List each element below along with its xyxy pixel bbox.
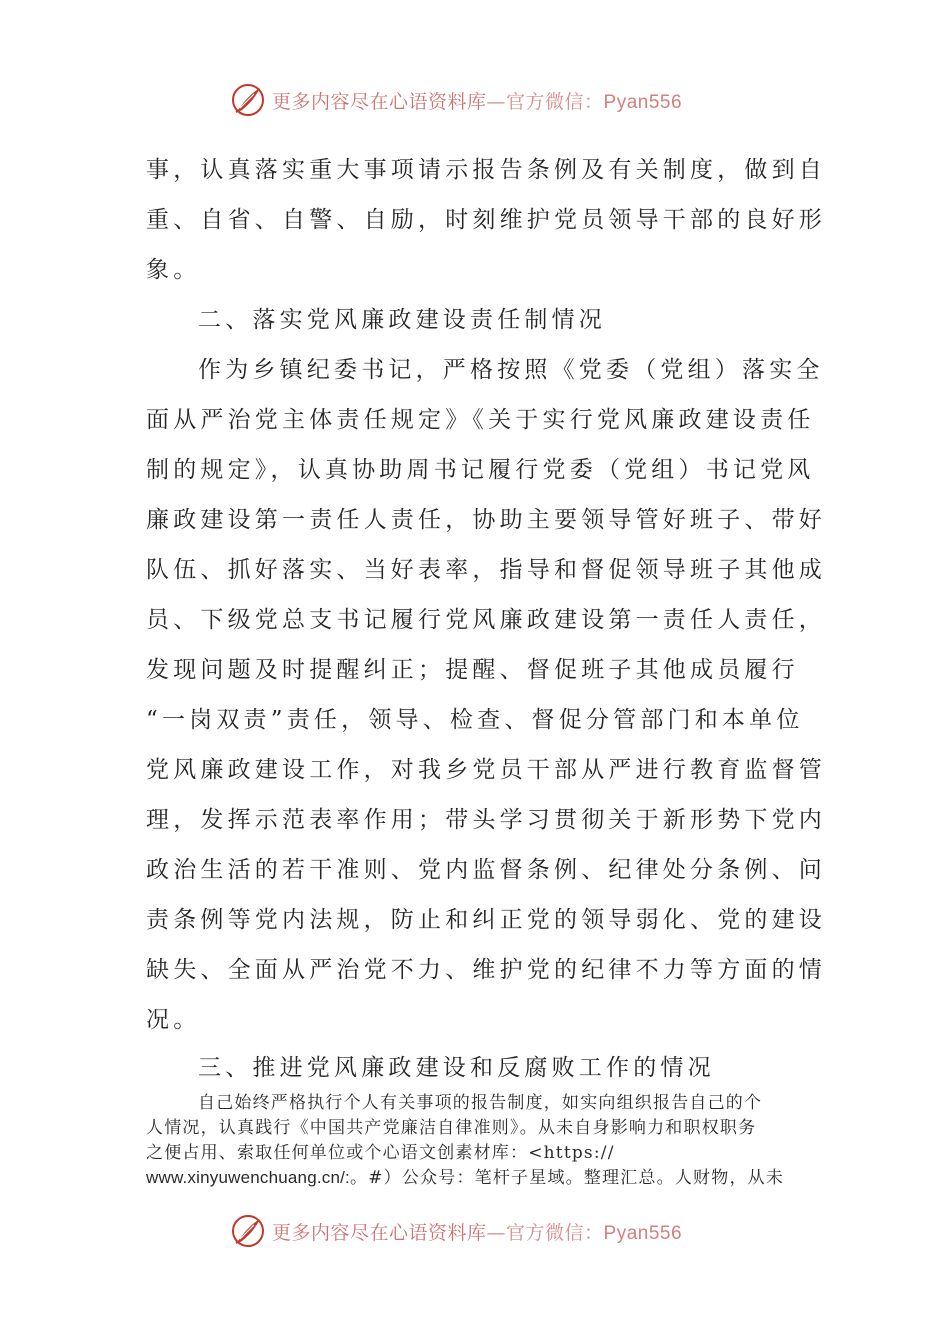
paragraph-2-line-1: 作为乡镇纪委书记，严格按照《党委（党组）落实全 <box>198 357 824 383</box>
footer-banner <box>230 1211 750 1251</box>
banner-wechat-label: 官方微信： <box>506 1221 604 1244</box>
paragraph-2-line-14: 况。 <box>146 1007 201 1033</box>
banner-separator: — <box>486 90 507 113</box>
paragraph-2-line-6: 员、下级党总支书记履行党风廉政建设第一责任人责任， <box>146 607 826 633</box>
paragraph-2-line-11: 政治生活的若干准则、党内监督条例、纪律处分条例、问 <box>146 857 826 883</box>
banner-wechat-id: Pyan556 <box>603 1222 683 1244</box>
paragraph-2-line-10: 理，发挥示范表率作用；带头学习贯彻关于新形势下党内 <box>146 807 826 833</box>
paragraph-2-line-13: 缺失、全面从严治党不力、维护党的纪律不力等方面的情 <box>146 957 826 983</box>
paragraph-3-line-4-rest: 。#）公众号：笔杆子星域。整理汇总。人财物，从未 <box>350 1168 785 1188</box>
paragraph-2-line-9: 党风廉政建设工作，对我乡党员干部从严进行教育监督管 <box>146 757 826 783</box>
paragraph-1-line-3: 象。 <box>146 257 201 283</box>
section-heading-2: 二、落实党风廉政建设责任制情况 <box>198 307 606 333</box>
quill-pen-logo-icon <box>230 82 266 118</box>
banner-text <box>272 87 682 114</box>
paragraph-3-line-1: 自己始终严格执行个人有关事项的报告制度，如实向组织报告自己的个 <box>198 1093 763 1113</box>
banner-text <box>272 1218 682 1245</box>
banner-brand-text: 更多内容尽在心语资料库 <box>272 1221 487 1244</box>
header-banner <box>230 80 750 120</box>
paragraph-2-line-12: 责条例等党内法规，防止和纠正党的领导弱化、党的建设 <box>146 907 826 933</box>
paragraph-2-line-8: “一岗双责”责任，领导、检查、督促分管部门和本单位 <box>146 707 804 733</box>
paragraph-2-line-7: 发现问题及时提醒纠正；提醒、督促班子其他成员履行 <box>146 657 799 683</box>
source-url-link[interactable]: www.xinyuwenchuang.cn/: <box>146 1168 350 1187</box>
paragraph-2-line-2: 面从严治党主体责任规定》《关于实行党风廉政建设责任 <box>146 407 815 433</box>
banner-wechat-id: Pyan556 <box>603 91 683 113</box>
paragraph-2-line-4: 廉政建设第一责任人责任，协助主要领导管好班子、带好 <box>146 507 826 533</box>
paragraph-2-line-5: 队伍、抓好落实、当好表率，指导和督促领导班子其他成 <box>146 557 826 583</box>
quill-pen-logo-icon <box>230 1213 266 1249</box>
paragraph-3-line-2: 人情况，认真践行《中国共产党廉洁自律准则》。从未自身影响力和职权职务 <box>146 1118 757 1138</box>
banner-wechat-label: 官方微信： <box>506 90 604 113</box>
paragraph-1-line-1: 事，认真落实重大事项请示报告条例及有关制度，做到自 <box>146 157 826 183</box>
banner-separator: — <box>486 1221 507 1244</box>
banner-brand-text: 更多内容尽在心语资料库 <box>272 90 487 113</box>
paragraph-2-line-3: 制的规定》，认真协助周书记履行党委（党组）书记党风 <box>146 457 815 483</box>
section-heading-3: 三、推进党风廉政建设和反腐败工作的情况 <box>198 1055 715 1081</box>
paragraph-3-line-3: 之便占用、索取任何单位或个心语文创素材库：<https:// <box>146 1143 615 1163</box>
paragraph-3-line-4 <box>146 1166 784 1190</box>
paragraph-1-line-2: 重、自省、自警、自励，时刻维护党员领导干部的良好形 <box>146 207 826 233</box>
